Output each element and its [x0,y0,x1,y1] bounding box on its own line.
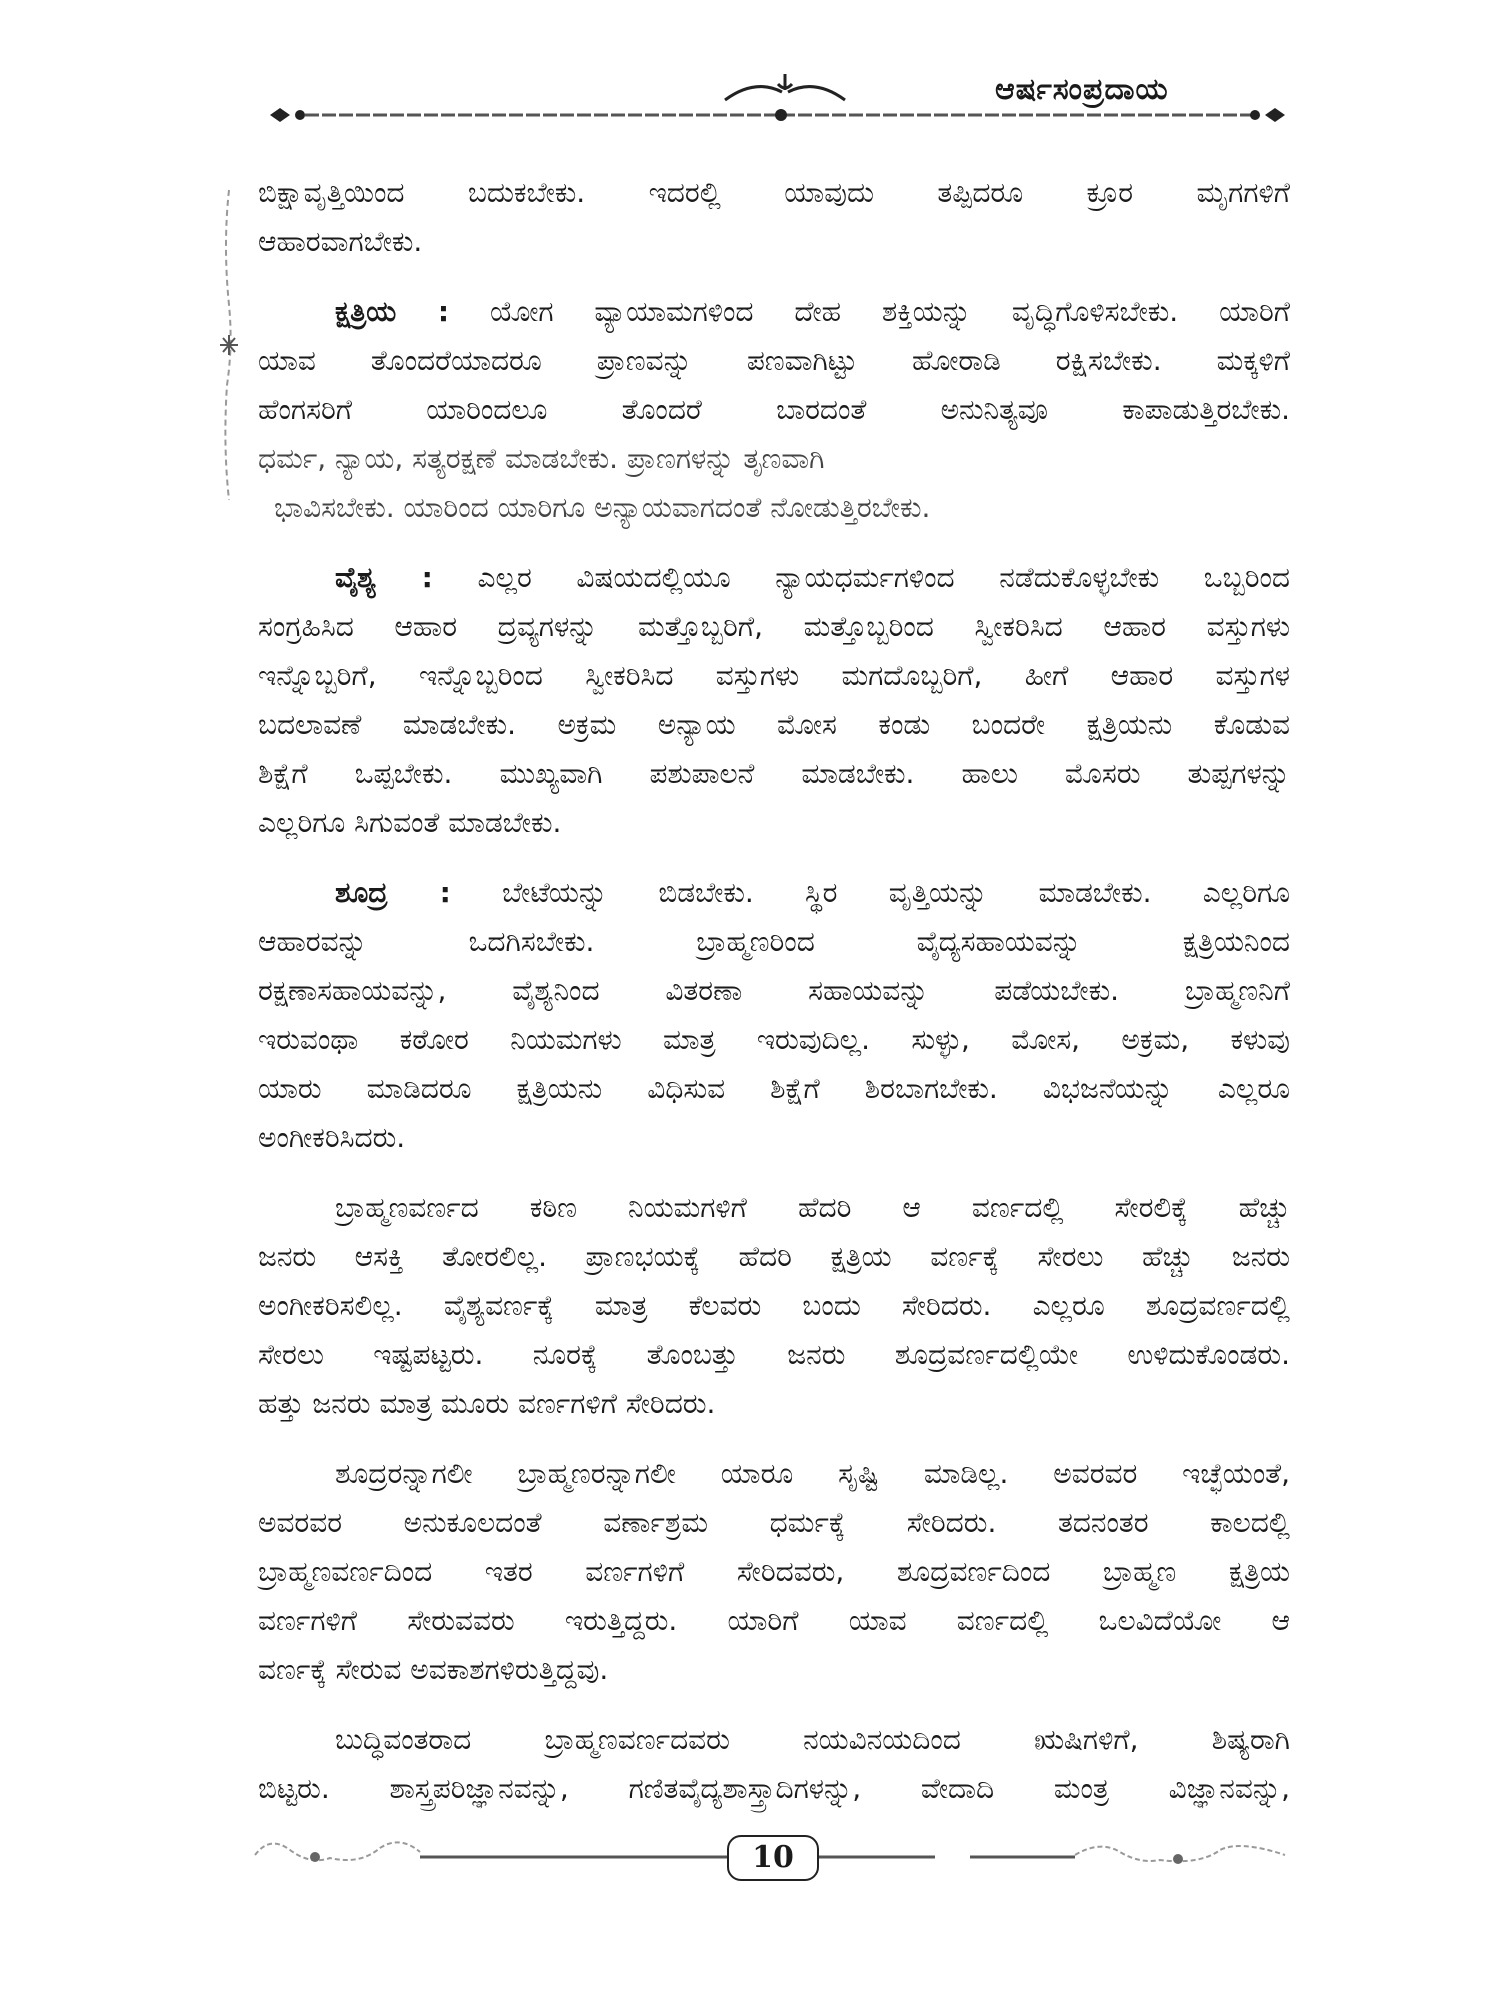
text-line: ಅಂಗೀಕರಿಸಿದರು. [258,1121,406,1154]
paragraph [258,1449,1290,1694]
text-line [258,287,1290,336]
text-line: ಶೂದ್ರರನ್ನಾಗಲೀ ಬ್ರಾಹ್ಮಣರನ್ನಾಗಲೀ ಯಾರೂ ಸೃಷ್ಟಿ ಮಾಡಿಲ್ಲ. ಅವರವರ ಇಚ್ಛೆಯಂತೆ, [335,1457,1290,1490]
text-line-content: ಬೇಟೆಯನ್ನು ಬಿಡಬೇಕು. ಸ್ಥಿರ ವೃತ್ತಿಯನ್ನು ಮಾಡಬೇಕು. ಎಲ್ಲರಿಗೂ [502,876,1290,909]
page-body [258,168,1290,1813]
text-line: ಆಹಾರವನ್ನು ಒದಗಿಸಬೇಕು. ಬ್ರಾಹ್ಮಣರಿಂದ ವೈದ್ಯಸಹಾಯವನ್ನು ಕ್ಷತ್ರಿಯನಿಂದ [258,925,1290,958]
margin-flourish-icon [215,185,245,509]
running-header-title: ಆರ್ಷಸಂಪ್ರದಾಯ [995,72,1169,107]
header-ornament-icon [720,70,850,110]
text-line: ಜನರು ಆಸಕ್ತಿ ತೋರಲಿಲ್ಲ. ಪ್ರಾಣಭಯಕ್ಕೆ ಹೆದರಿ ಕ್ಷತ್ರಿಯ ವರ್ಣಕ್ಕೆ ಸೇರಲು ಹೆಚ್ಚು ಜನರು [258,1240,1290,1273]
text-line-content: ಎಲ್ಲರ ವಿಷಯದಲ್ಲಿಯೂ ನ್ಯಾಯಧರ್ಮಗಳಿಂದ ನಡೆದುಕೊಳ್ಳಬೇಕು ಒಬ್ಬರಿಂದ [477,561,1290,594]
text-line: ಬುದ್ಧಿವಂತರಾದ ಬ್ರಾಹ್ಮಣವರ್ಣದವರು ನಯವಿನಯದಿಂದ ಋಷಿಗಳಿಗೆ, ಶಿಷ್ಯರಾಗಿ [335,1723,1290,1756]
paragraph [258,1183,1290,1428]
paragraph-vaishya [258,553,1290,847]
text-line: ಯಾವ ತೊಂದರೆಯಾದರೂ ಪ್ರಾಣವನ್ನು ಪಣವಾಗಿಟ್ಟು ಹೋರಾಡಿ ರಕ್ಷಿಸಬೇಕು. ಮಕ್ಕಳಿಗೆ [258,344,1290,377]
text-line [258,868,1290,917]
text-line: ಸಂಗ್ರಹಿಸಿದ ಆಹಾರ ದ್ರವ್ಯಗಳನ್ನು ಮತ್ತೊಬ್ಬರಿಗೆ, ಮತ್ತೊಬ್ಬರಿಂದ ಸ್ವೀಕರಿಸಿದ ಆಹಾರ ವಸ್ತುಗಳು [258,610,1290,643]
header-rule [270,106,1290,130]
paragraph [258,168,1290,266]
text-line: ಹತ್ತು ಜನರು ಮಾತ್ರ ಮೂರು ವರ್ಣಗಳಿಗೆ ಸೇರಿದರು. [258,1387,716,1420]
text-line: ಬದಲಾವಣೆ ಮಾಡಬೇಕು. ಅಕ್ರಮ ಅನ್ಯಾಯ ಮೋಸ ಕಂಡು ಬಂದರೇ ಕ್ಷತ್ರಿಯನು ಕೊಡುವ [258,708,1290,741]
text-line: ರಕ್ಷಣಾಸಹಾಯವನ್ನು, ವೈಶ್ಯನಿಂದ ವಿತರಣಾ ಸಹಾಯವನ್ನು ಪಡೆಯಬೇಕು. ಬ್ರಾಹ್ಮಣನಿಗೆ [258,974,1290,1007]
paragraph-shudra [258,868,1290,1162]
text-line: ಆಹಾರವಾಗಬೇಕು. [258,225,423,258]
section-label: ವೈಶ್ಯ : [335,561,433,594]
paragraph-kshatriya [258,287,1290,532]
text-line: ಬ್ರಾಹ್ಮಣವರ್ಣದ ಕಠಿಣ ನಿಯಮಗಳಿಗೆ ಹೆದರಿ ಆ ವರ್ಣದಲ್ಲಿ ಸೇರಲಿಕ್ಕೆ ಹೆಚ್ಚು [335,1191,1290,1224]
text-line: ಎಲ್ಲರಿಗೂ ಸಿಗುವಂತೆ ಮಾಡಬೇಕು. [258,806,562,839]
section-label: ಶೂದ್ರ : [335,876,451,909]
text-line-content: ಯೋಗ ವ್ಯಾಯಾಮಗಳಿಂದ ದೇಹ ಶಕ್ತಿಯನ್ನು ವೃದ್ಧಿಗೊಳಿಸಬೇಕು. ಯಾರಿಗೆ [489,295,1290,328]
section-label: ಕ್ಷತ್ರಿಯ : [335,295,450,328]
text-line: ಬ್ರಾಹ್ಮಣವರ್ಣದಿಂದ ಇತರ ವರ್ಣಗಳಿಗೆ ಸೇರಿದವರು, ಶೂದ್ರವರ್ಣದಿಂದ ಬ್ರಾಹ್ಮಣ ಕ್ಷತ್ರಿಯ [258,1555,1290,1588]
text-line: ಅಂಗೀಕರಿಸಲಿಲ್ಲ. ವೈಶ್ಯವರ್ಣಕ್ಕೆ ಮಾತ್ರ ಕೆಲವರು ಬಂದು ಸೇರಿದರು. ಎಲ್ಲರೂ ಶೂದ್ರವರ್ಣದಲ್ಲಿ [258,1289,1290,1322]
text-line: ಯಾರು ಮಾಡಿದರೂ ಕ್ಷತ್ರಿಯನು ವಿಧಿಸುವ ಶಿಕ್ಷೆಗೆ ಶಿರಬಾಗಬೇಕು. ವಿಭಜನೆಯನ್ನು ಎಲ್ಲರೂ [258,1072,1290,1105]
text-line: ಇನ್ನೊಬ್ಬರಿಗೆ, ಇನ್ನೊಬ್ಬರಿಂದ ಸ್ವೀಕರಿಸಿದ ವಸ್ತುಗಳು ಮಗದೊಬ್ಬರಿಗೆ, ಹೀಗೆ ಆಹಾರ ವಸ್ತುಗಳ [258,659,1290,692]
text-line: ಶಿಕ್ಷೆಗೆ ಒಪ್ಪಬೇಕು. ಮುಖ್ಯವಾಗಿ ಪಶುಪಾಲನೆ ಮಾಡಬೇಕು. ಹಾಲು ಮೊಸರು ತುಪ್ಪಗಳನ್ನು [258,757,1290,790]
paragraph [258,1715,1290,1813]
text-line: ಭಾವಿಸಬೇಕು. ಯಾರಿಂದ ಯಾರಿಗೂ ಅನ್ಯಾಯವಾಗದಂತೆ ನೋಡುತ್ತಿರಬೇಕು. [274,491,931,524]
text-line: ವರ್ಣಕ್ಕೆ ಸೇರುವ ಅವಕಾಶಗಳಿರುತ್ತಿದ್ದವು. [258,1653,609,1686]
text-line: ಬಿಟ್ಟರು. ಶಾಸ್ತ್ರಪರಿಜ್ಞಾನವನ್ನು, ಗಣಿತವೈದ್ಯಶಾಸ್ತ್ರಾದಿಗಳನ್ನು, ವೇದಾದಿ ಮಂತ್ರ ವಿಜ್ಞಾನವನ್ನು, [258,1772,1290,1805]
text-line: ಧರ್ಮ, ನ್ಯಾಯ, ಸತ್ಯರಕ್ಷಣೆ ಮಾಡಬೇಕು. ಪ್ರಾಣಗಳನ್ನು ತೃಣವಾಗಿ [258,442,825,475]
text-line: ಸೇರಲು ಇಷ್ಟಪಟ್ಟರು. ನೂರಕ್ಕೆ ತೊಂಬತ್ತು ಜನರು ಶೂದ್ರವರ್ಣದಲ್ಲಿಯೇ ಉಳಿದುಕೊಂಡರು. [258,1338,1290,1371]
page-number: 10 [727,1835,819,1881]
text-line: ವರ್ಣಗಳಿಗೆ ಸೇರುವವರು ಇರುತ್ತಿದ್ದರು. ಯಾರಿಗೆ ಯಾವ ವರ್ಣದಲ್ಲಿ ಒಲವಿದೆಯೋ ಆ [258,1604,1290,1637]
text-line: ಬಿಕ್ಷಾವೃತ್ತಿಯಿಂದ ಬದುಕಬೇಕು. ಇದರಲ್ಲಿ ಯಾವುದು ತಪ್ಪಿದರೂ ಕ್ರೂರ ಮೃಗಗಳಿಗೆ [258,176,1290,209]
text-line [258,553,1290,602]
text-line: ಇರುವಂಥಾ ಕಠೋರ ನಿಯಮಗಳು ಮಾತ್ರ ಇರುವುದಿಲ್ಲ. ಸುಳ್ಳು, ಮೋಸ, ಅಕ್ರಮ, ಕಳುವು [258,1023,1290,1056]
text-line: ಹೆಂಗಸರಿಗೆ ಯಾರಿಂದಲೂ ತೊಂದರೆ ಬಾರದಂತೆ ಅನುನಿತ್ಯವೂ ಕಾಪಾಡುತ್ತಿರಬೇಕು. [258,393,1290,426]
text-line: ಅವರವರ ಅನುಕೂಲದಂತೆ ವರ್ಣಾಶ್ರಮ ಧರ್ಮಕ್ಕೆ ಸೇರಿದರು. ತದನಂತರ ಕಾಲದಲ್ಲಿ [258,1506,1290,1539]
